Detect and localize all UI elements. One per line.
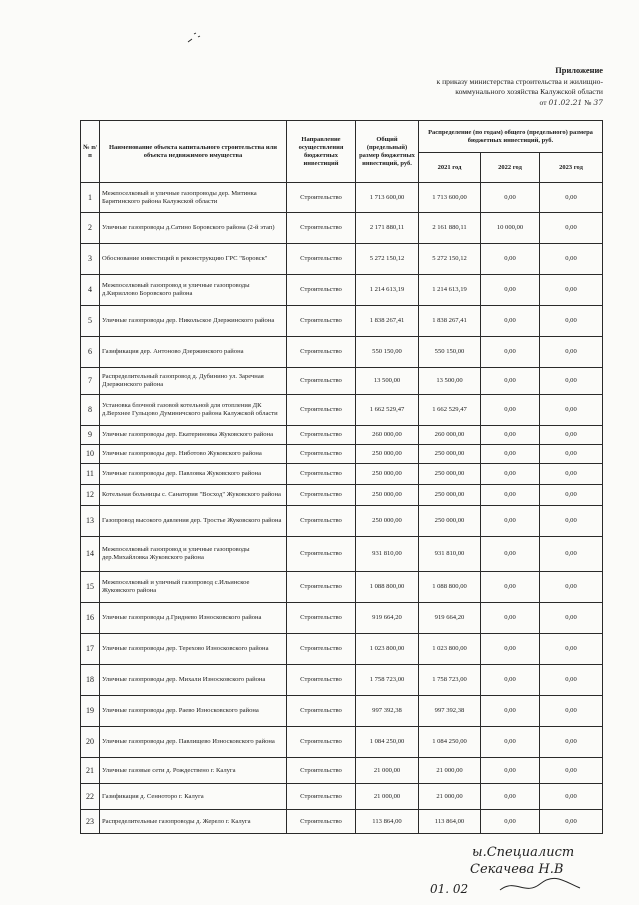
row-number: 20 bbox=[81, 727, 100, 758]
amount-2023: 0,00 bbox=[540, 810, 603, 834]
investment-direction: Строительство bbox=[287, 784, 356, 810]
amount-2021: 1 023 800,00 bbox=[419, 634, 481, 665]
table-row bbox=[81, 537, 603, 572]
investment-direction: Строительство bbox=[287, 603, 356, 634]
total-amount: 13 500,00 bbox=[356, 368, 419, 395]
object-name: Межпоселковый и уличные газопроводы дер. Митинка Барятинского района Калужской области bbox=[100, 183, 287, 213]
row-number: 16 bbox=[81, 603, 100, 634]
table-row bbox=[81, 603, 603, 634]
amount-2021: 550 150,00 bbox=[419, 337, 481, 368]
total-amount: 919 664,20 bbox=[356, 603, 419, 634]
amount-2023: 0,00 bbox=[540, 426, 603, 445]
amount-2023: 0,00 bbox=[540, 784, 603, 810]
total-amount: 1 084 250,00 bbox=[356, 727, 419, 758]
amount-2021: 250 000,00 bbox=[419, 506, 481, 537]
table-row bbox=[81, 485, 603, 506]
object-name: Газификация дер. Антоново Дзержинского района bbox=[100, 337, 287, 368]
total-amount: 1 713 600,00 bbox=[356, 183, 419, 213]
investment-direction: Строительство bbox=[287, 183, 356, 213]
object-name: Уличные газовые сети д. Рождествено г. Калуга bbox=[100, 758, 287, 784]
amount-2023: 0,00 bbox=[540, 464, 603, 485]
investment-direction: Строительство bbox=[287, 485, 356, 506]
object-name: Уличные газопроводы дер. Ниботово Жуковского района bbox=[100, 445, 287, 464]
amount-2021: 1 758 723,00 bbox=[419, 665, 481, 696]
object-name: Уличные газопроводы д.Сатино Боровского района (2-й этап) bbox=[100, 213, 287, 244]
amount-2022: 0,00 bbox=[481, 810, 540, 834]
table-row bbox=[81, 445, 603, 464]
investment-direction: Строительство bbox=[287, 464, 356, 485]
total-amount: 5 272 150,12 bbox=[356, 244, 419, 275]
table-row bbox=[81, 244, 603, 275]
amount-2021: 1 214 613,19 bbox=[419, 275, 481, 306]
row-number: 13 bbox=[81, 506, 100, 537]
table-row bbox=[81, 758, 603, 784]
amount-2023: 0,00 bbox=[540, 445, 603, 464]
amount-2021: 2 161 880,11 bbox=[419, 213, 481, 244]
amount-2022: 0,00 bbox=[481, 445, 540, 464]
amount-2021: 1 838 267,41 bbox=[419, 306, 481, 337]
amount-2023: 0,00 bbox=[540, 758, 603, 784]
table-row bbox=[81, 426, 603, 445]
investment-direction: Строительство bbox=[287, 727, 356, 758]
amount-2023: 0,00 bbox=[540, 485, 603, 506]
total-amount: 21 000,00 bbox=[356, 758, 419, 784]
amount-2023: 0,00 bbox=[540, 696, 603, 727]
object-name: Уличные газопроводы дер. Екатериновка Жуковского района bbox=[100, 426, 287, 445]
amount-2022: 0,00 bbox=[481, 183, 540, 213]
order-date: 01.02.21 bbox=[548, 97, 583, 107]
total-amount: 260 000,00 bbox=[356, 426, 419, 445]
amount-2023: 0,00 bbox=[540, 634, 603, 665]
amount-2021: 5 272 150,12 bbox=[419, 244, 481, 275]
row-number: 11 bbox=[81, 464, 100, 485]
signature-name: Секачева Н.В bbox=[470, 862, 564, 877]
amount-2022: 0,00 bbox=[481, 506, 540, 537]
amount-2023: 0,00 bbox=[540, 727, 603, 758]
object-name: Газопровод высокого давления дер. Тростье Жуковского района bbox=[100, 506, 287, 537]
object-name: Уличные газопроводы д.Гриднево Износковского района bbox=[100, 603, 287, 634]
pen-mark bbox=[180, 28, 210, 48]
amount-2021: 13 500,00 bbox=[419, 368, 481, 395]
investment-direction: Строительство bbox=[287, 506, 356, 537]
object-name: Газификация д. Сенноторо г. Калуга bbox=[100, 784, 287, 810]
investment-direction: Строительство bbox=[287, 665, 356, 696]
amount-2021: 997 392,38 bbox=[419, 696, 481, 727]
amount-2022: 0,00 bbox=[481, 727, 540, 758]
table-row bbox=[81, 275, 603, 306]
order-line-2: коммунального хозяйства Калужской области bbox=[455, 87, 603, 96]
amount-2021: 1 088 800,00 bbox=[419, 572, 481, 603]
col-header-2023: 2023 год bbox=[540, 153, 603, 183]
object-name: Межпоселковый газопровод и уличные газопроводы д.Кириллово Боровского района bbox=[100, 275, 287, 306]
table-row bbox=[81, 784, 603, 810]
total-amount: 250 000,00 bbox=[356, 485, 419, 506]
table-row bbox=[81, 506, 603, 537]
amount-2023: 0,00 bbox=[540, 395, 603, 426]
object-name: Распределительные газопроводы д. Жерело г. Калуга bbox=[100, 810, 287, 834]
object-name: Уличные газопроводы дер. Павловка Жуковского района bbox=[100, 464, 287, 485]
number-sign: № bbox=[584, 97, 592, 107]
total-amount: 250 000,00 bbox=[356, 445, 419, 464]
amount-2023: 0,00 bbox=[540, 213, 603, 244]
row-number: 18 bbox=[81, 665, 100, 696]
investment-direction: Строительство bbox=[287, 634, 356, 665]
object-name: Установка блочной газовой котельной для отопления ДК д.Верхнее Гульцово Думиничского района Калужской области bbox=[100, 395, 287, 426]
row-number: 7 bbox=[81, 368, 100, 395]
row-number: 12 bbox=[81, 485, 100, 506]
table-row bbox=[81, 572, 603, 603]
row-number: 14 bbox=[81, 537, 100, 572]
appendix-title: Приложение bbox=[555, 66, 603, 75]
amount-2021: 250 000,00 bbox=[419, 445, 481, 464]
total-amount: 931 810,00 bbox=[356, 537, 419, 572]
date-prefix: от bbox=[539, 97, 547, 107]
table-row bbox=[81, 727, 603, 758]
amount-2023: 0,00 bbox=[540, 306, 603, 337]
row-number: 22 bbox=[81, 784, 100, 810]
total-amount: 1 023 800,00 bbox=[356, 634, 419, 665]
investment-direction: Строительство bbox=[287, 395, 356, 426]
total-amount: 997 392,38 bbox=[356, 696, 419, 727]
total-amount: 2 171 880,11 bbox=[356, 213, 419, 244]
order-date-line bbox=[343, 98, 603, 109]
amount-2021: 1 713 600,00 bbox=[419, 183, 481, 213]
row-number: 4 bbox=[81, 275, 100, 306]
amount-2023: 0,00 bbox=[540, 275, 603, 306]
investment-direction: Строительство bbox=[287, 368, 356, 395]
amount-2021: 250 000,00 bbox=[419, 485, 481, 506]
table-row bbox=[81, 464, 603, 485]
investment-direction: Строительство bbox=[287, 572, 356, 603]
row-number: 15 bbox=[81, 572, 100, 603]
object-name: Уличные газопроводы дер. Терехово Износковского района bbox=[100, 634, 287, 665]
amount-2023: 0,00 bbox=[540, 537, 603, 572]
order-line-1: к приказу министерства строительства и жилищно- bbox=[436, 76, 603, 86]
table-row bbox=[81, 696, 603, 727]
investment-direction: Строительство bbox=[287, 337, 356, 368]
amount-2023: 0,00 bbox=[540, 572, 603, 603]
table-row bbox=[81, 337, 603, 368]
amount-2022: 0,00 bbox=[481, 572, 540, 603]
amount-2021: 260 000,00 bbox=[419, 426, 481, 445]
row-number: 17 bbox=[81, 634, 100, 665]
amount-2023: 0,00 bbox=[540, 337, 603, 368]
amount-2021: 21 000,00 bbox=[419, 758, 481, 784]
row-number: 2 bbox=[81, 213, 100, 244]
table-row bbox=[81, 810, 603, 834]
object-name: Уличные газопроводы дер. Павлищево Износковского района bbox=[100, 727, 287, 758]
total-amount: 1 214 613,19 bbox=[356, 275, 419, 306]
signature-date: 01. 02 bbox=[430, 882, 469, 896]
col-header-num: № п/п bbox=[81, 121, 100, 183]
amount-2022: 0,00 bbox=[481, 537, 540, 572]
object-name: Уличные газопроводы дер. Никольское Дзержинского района bbox=[100, 306, 287, 337]
col-header-distribution: Распределение (по годам) общего (предельного) размера бюджетных инвестиций, руб. bbox=[419, 121, 603, 153]
investments-table bbox=[80, 120, 603, 834]
amount-2022: 0,00 bbox=[481, 634, 540, 665]
investment-direction: Строительство bbox=[287, 306, 356, 337]
table-row bbox=[81, 665, 603, 696]
row-number: 5 bbox=[81, 306, 100, 337]
total-amount: 1 838 267,41 bbox=[356, 306, 419, 337]
order-number: 37 bbox=[593, 97, 603, 107]
total-amount: 250 000,00 bbox=[356, 464, 419, 485]
amount-2022: 0,00 bbox=[481, 603, 540, 634]
investment-direction: Строительство bbox=[287, 275, 356, 306]
total-amount: 21 000,00 bbox=[356, 784, 419, 810]
amount-2021: 931 810,00 bbox=[419, 537, 481, 572]
table-row bbox=[81, 183, 603, 213]
col-header-2022: 2022 год bbox=[481, 153, 540, 183]
investment-direction: Строительство bbox=[287, 537, 356, 572]
object-name: Межпоселковый и уличный газопровод с.Ильинское Жуковского района bbox=[100, 572, 287, 603]
row-number: 3 bbox=[81, 244, 100, 275]
amount-2021: 21 000,00 bbox=[419, 784, 481, 810]
amount-2021: 919 664,20 bbox=[419, 603, 481, 634]
amount-2021: 250 000,00 bbox=[419, 464, 481, 485]
amount-2021: 1 662 529,47 bbox=[419, 395, 481, 426]
amount-2023: 0,00 bbox=[540, 506, 603, 537]
total-amount: 550 150,00 bbox=[356, 337, 419, 368]
amount-2022: 0,00 bbox=[481, 244, 540, 275]
amount-2022: 0,00 bbox=[481, 665, 540, 696]
total-amount: 250 000,00 bbox=[356, 506, 419, 537]
amount-2022: 0,00 bbox=[481, 306, 540, 337]
signature-title: ы.Специалист bbox=[472, 845, 575, 860]
investment-direction: Строительство bbox=[287, 244, 356, 275]
object-name: Обоснование инвестиций в реконструкцию ГРС "Боровск" bbox=[100, 244, 287, 275]
row-number: 10 bbox=[81, 445, 100, 464]
amount-2022: 0,00 bbox=[481, 758, 540, 784]
investment-direction: Строительство bbox=[287, 810, 356, 834]
row-number: 21 bbox=[81, 758, 100, 784]
amount-2022: 0,00 bbox=[481, 337, 540, 368]
signature bbox=[430, 838, 630, 898]
row-number: 9 bbox=[81, 426, 100, 445]
table-row bbox=[81, 213, 603, 244]
amount-2023: 0,00 bbox=[540, 244, 603, 275]
appendix-header bbox=[343, 66, 603, 108]
amount-2023: 0,00 bbox=[540, 665, 603, 696]
amount-2023: 0,00 bbox=[540, 603, 603, 634]
amount-2022: 0,00 bbox=[481, 464, 540, 485]
row-number: 6 bbox=[81, 337, 100, 368]
total-amount: 1 662 529,47 bbox=[356, 395, 419, 426]
col-header-total: Общий (предельный) размер бюджетных инвестиций, руб. bbox=[356, 121, 419, 183]
row-number: 23 bbox=[81, 810, 100, 834]
amount-2022: 0,00 bbox=[481, 368, 540, 395]
investment-direction: Строительство bbox=[287, 213, 356, 244]
amount-2022: 0,00 bbox=[481, 426, 540, 445]
amount-2023: 0,00 bbox=[540, 368, 603, 395]
table-row bbox=[81, 306, 603, 337]
table-row bbox=[81, 634, 603, 665]
investment-direction: Строительство bbox=[287, 758, 356, 784]
investment-direction: Строительство bbox=[287, 426, 356, 445]
col-header-name: Наименование объекта капитального строительства или объекта недвижимого имущества bbox=[100, 121, 287, 183]
object-name: Котельная больницы с. Санатория "Восход" Жуковского района bbox=[100, 485, 287, 506]
col-header-direction: Направление осуществления бюджетных инвестиций bbox=[287, 121, 356, 183]
col-header-2021: 2021 год bbox=[419, 153, 481, 183]
amount-2021: 113 864,00 bbox=[419, 810, 481, 834]
table-row bbox=[81, 395, 603, 426]
row-number: 1 bbox=[81, 183, 100, 213]
row-number: 19 bbox=[81, 696, 100, 727]
object-name: Распределительный газопровод д. Дубинино ул. Заречная Дзержинского района bbox=[100, 368, 287, 395]
object-name: Межпоселковый газопровод и уличные газопроводы дер.Михайловка Жуковского района bbox=[100, 537, 287, 572]
row-number: 8 bbox=[81, 395, 100, 426]
total-amount: 1 088 800,00 bbox=[356, 572, 419, 603]
investment-direction: Строительство bbox=[287, 445, 356, 464]
amount-2021: 1 084 250,00 bbox=[419, 727, 481, 758]
investment-direction: Строительство bbox=[287, 696, 356, 727]
amount-2022: 0,00 bbox=[481, 485, 540, 506]
object-name: Уличные газопроводы дер. Михали Износковского района bbox=[100, 665, 287, 696]
amount-2023: 0,00 bbox=[540, 183, 603, 213]
amount-2022: 0,00 bbox=[481, 696, 540, 727]
amount-2022: 0,00 bbox=[481, 784, 540, 810]
table-row bbox=[81, 368, 603, 395]
total-amount: 113 864,00 bbox=[356, 810, 419, 834]
amount-2022: 0,00 bbox=[481, 395, 540, 426]
amount-2022: 0,00 bbox=[481, 275, 540, 306]
object-name: Уличные газопроводы дер. Раево Износковского района bbox=[100, 696, 287, 727]
total-amount: 1 758 723,00 bbox=[356, 665, 419, 696]
amount-2022: 10 000,00 bbox=[481, 213, 540, 244]
